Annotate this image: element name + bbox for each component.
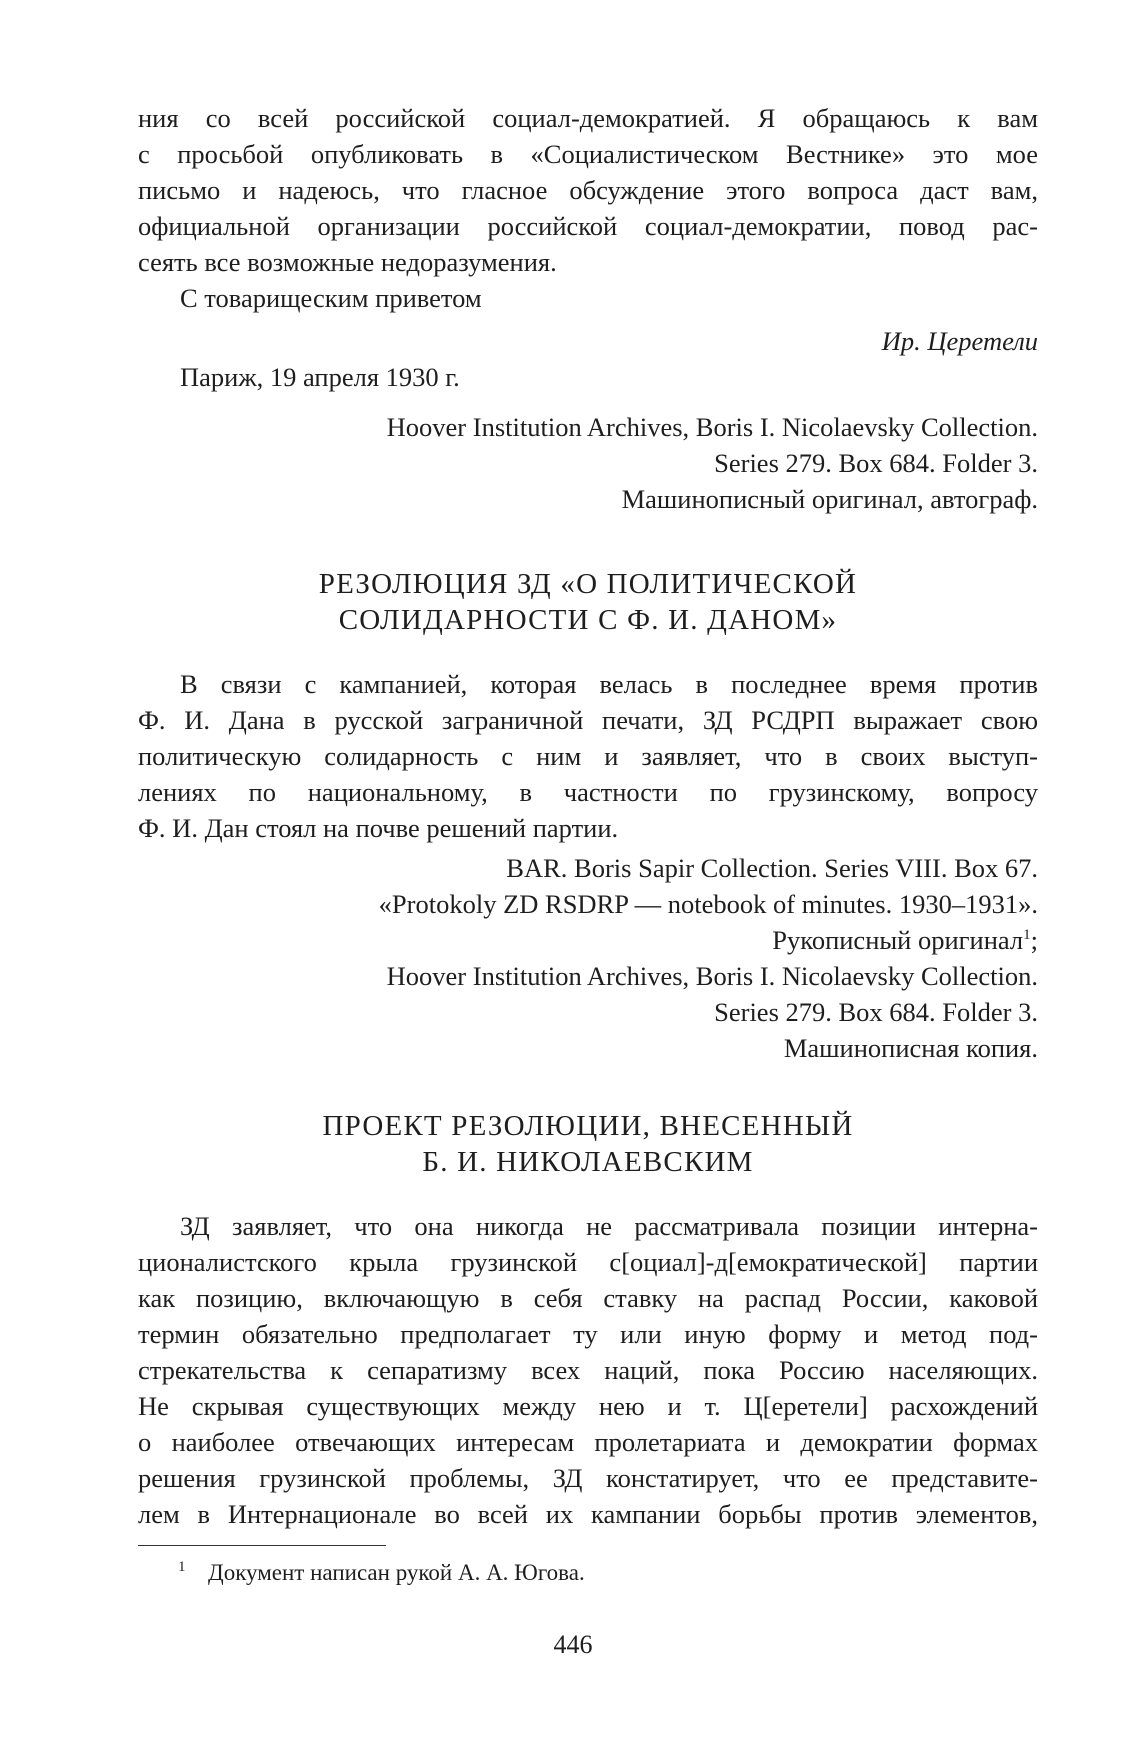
text-line: ния со всей российской социал-демократией. Я обращаюсь к вам — [138, 103, 1038, 133]
source-line: Hoover Institution Archives, Boris I. Nicolaevsky Collection. — [386, 412, 1038, 442]
text-line: В связи с кампанией, которая велась в последнее время против — [180, 669, 1038, 699]
text-line: письмо и надеюсь, что гласное обсуждение этого вопроса даст вам, — [138, 175, 1038, 205]
source-line: BAR. Boris Sapir Collection. Series VIII. Box 67. — [506, 853, 1038, 883]
text-line: официальной организации российской социал-демократии, повод рас- — [138, 211, 1038, 241]
footnote — [180, 1558, 585, 1588]
source-line: Hoover Institution Archives, Boris I. Nicolaevsky Collection. — [386, 961, 1038, 991]
letter-body — [138, 100, 1038, 316]
section1-title — [138, 566, 1038, 638]
letter-signature: Ир. Церетели — [881, 326, 1038, 356]
letter-source — [138, 409, 1038, 517]
section1-title-line: СОЛИДАРНОСТИ С Ф. И. ДАНОМ» — [338, 604, 838, 636]
text-line: стрекательства к сепаратизму всех наций, пока Россию населяющих. — [138, 1355, 1038, 1385]
text-line: Не скрывая существующих между нею и т. Ц[еретели] расхождений — [138, 1391, 1038, 1421]
section2-body — [138, 1208, 1038, 1532]
text-line: Ф. И. Дан стоял на почве решений партии. — [138, 813, 619, 843]
source-line: Series 279. Box 684. Folder 3. — [714, 448, 1038, 478]
text-line: лем в Интернационале во всей их кампании борьбы против элементов, — [138, 1499, 1038, 1529]
footnote-divider — [138, 1545, 386, 1546]
footnote-number: 1 — [178, 1559, 186, 1575]
section1-body — [138, 666, 1038, 846]
letter-place-date: Париж, 19 апреля 1930 г. — [180, 362, 460, 392]
text-line: Ф. И. Дана в русской заграничной печати, ЗД РСДРП выражает свою — [138, 705, 1038, 735]
text-line: о наиболее отвечающих интересам пролетариата и демократии формах — [138, 1427, 1038, 1457]
text-line: решения грузинской проблемы, ЗД констатирует, что ее представите- — [138, 1463, 1038, 1493]
footnote-text: Документ написан рукой А. А. Югова. — [208, 1560, 585, 1585]
footnote-ref[interactable]: 1 — [1023, 927, 1031, 944]
text-line: как позицию, включающую в себя ставку на распад России, каковой — [138, 1283, 1038, 1313]
text-line: с просьбой опубликовать в «Социалистическом Вестнике» это мое — [138, 139, 1038, 169]
letter-greeting: С товарищеским приветом — [180, 283, 482, 313]
page-number: 446 — [553, 1630, 593, 1659]
section2-title — [138, 1108, 1038, 1180]
text-line: политическую солидарность с ним и заявляет, что в своих выступ- — [138, 741, 1038, 771]
section1-title-line: РЕЗОЛЮЦИЯ ЗД «О ПОЛИТИЧЕСКОЙ — [318, 568, 858, 600]
text-line: термин обязательно предполагает ту или иную форму и метод под- — [138, 1319, 1038, 1349]
text-line: лениях по национальному, в частности по грузинскому, вопросу — [138, 777, 1038, 807]
section2-title-line: ПРОЕКТ РЕЗОЛЮЦИИ, ВНЕСЕННЫЙ — [322, 1110, 854, 1142]
source-line: Машинописная копия. — [783, 1033, 1038, 1063]
source-line: Рукописный оригинал$^1$; — [772, 925, 1038, 955]
source-line: Series 279. Box 684. Folder 3. — [714, 997, 1038, 1027]
section1-source — [138, 850, 1038, 1066]
text-line: ЗД заявляет, что она никогда не рассматривала позиции интерна- — [180, 1211, 1038, 1241]
source-line: «Protokoly ZD RSDRP — notebook of minutes. 1930–1931». — [378, 889, 1038, 919]
section2-title-line: Б. И. НИКОЛАЕВСКИМ — [422, 1146, 754, 1178]
text-line: ционалистского крыла грузинской с[оциал]-д[емократической] партии — [138, 1247, 1038, 1277]
text-line: сеять все возможные недоразумения. — [138, 247, 557, 277]
source-line: Машинописный оригинал, автограф. — [621, 484, 1038, 514]
